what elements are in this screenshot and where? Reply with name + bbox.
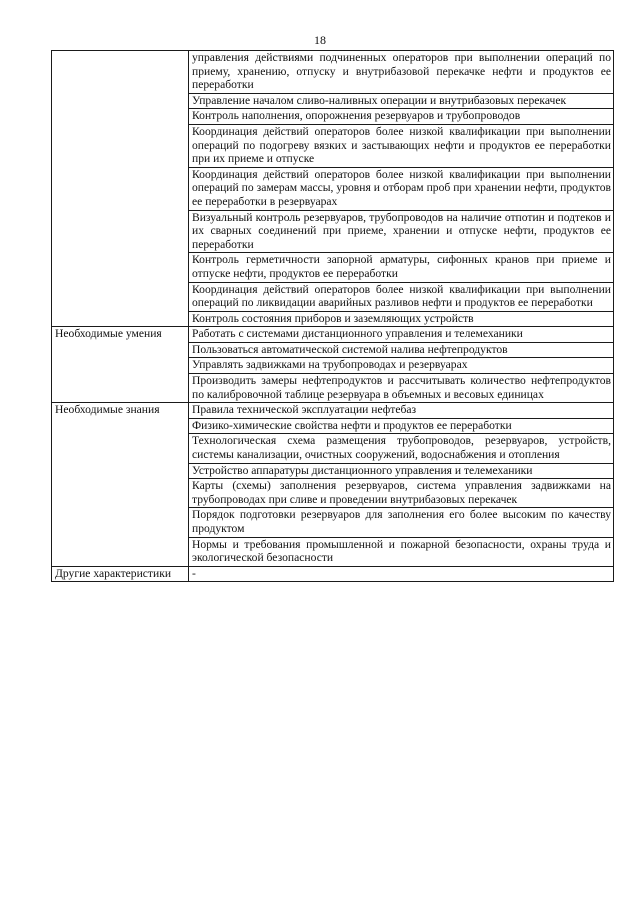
characteristics-table <box>51 50 614 582</box>
list-item: Координация действий операторов более низкой квалификации при выполнении операций по ликвидации аварийных разливов нефти и продуктов ее переработки <box>189 282 614 311</box>
other-value: - <box>189 566 614 582</box>
list-item: Устройство аппаратуры дистанционного управления и телемеханики <box>189 463 614 479</box>
list-item: Правила технической эксплуатации нефтебаз <box>189 403 614 419</box>
list-item: Контроль герметичности запорной арматуры, сифонных кранов при приеме и отпуске нефти, продуктов ее переработки <box>189 253 614 282</box>
list-item: Контроль наполнения, опорожнения резервуаров и трубопроводов <box>189 109 614 125</box>
list-item: Визуальный контроль резервуаров, трубопроводов на наличие отпотин и подтеков и их сварных соединений при приеме, хранении и отпуске нефти, продуктов ее переработки <box>189 210 614 253</box>
list-item: Нормы и требования промышленной и пожарной безопасности, охраны труда и экологической безопасности <box>189 537 614 566</box>
table-row <box>52 403 614 419</box>
list-item: Координация действий операторов более низкой квалификации при выполнении операций по подогреву вязких и застывающих нефти и продуктов ее переработки при их приеме и отпуске <box>189 124 614 167</box>
list-item: Работать с системами дистанционного управления и телемеханики <box>189 327 614 343</box>
list-item: Физико-химические свойства нефти и продуктов ее переработки <box>189 418 614 434</box>
list-item: Контроль состояния приборов и заземляющих устройств <box>189 311 614 327</box>
list-item: Управлять задвижками на трубопроводах и резервуарах <box>189 358 614 374</box>
list-item: Управление началом сливо-наливных операции и внутрибазовых перекачек <box>189 93 614 109</box>
table-row <box>52 51 614 94</box>
page-number: 18 <box>314 33 326 47</box>
table-row <box>52 566 614 582</box>
list-item: Технологическая схема размещения трубопроводов, резервуаров, устройств, системы канализации, очистных сооружений, водоснабжения и отопления <box>189 434 614 463</box>
list-item: Производить замеры нефтепродуктов и рассчитывать количество нефтепродуктов по калибровочной таблице резервуара в объемных и весовых единицах <box>189 374 614 403</box>
list-item: Пользоваться автоматической системой налива нефтепродуктов <box>189 342 614 358</box>
list-item: Карты (схемы) заполнения резервуаров, система управления задвижками на трубопроводах при сливе и проведении внутрибазовых перекачек <box>189 479 614 508</box>
table-row <box>52 327 614 343</box>
skills-label: Необходимые умения <box>52 327 189 403</box>
other-label: Другие характеристики <box>52 566 189 582</box>
knowledge-label: Необходимые знания <box>52 403 189 567</box>
list-item: Порядок подготовки резервуаров для заполнения его более высоким по качеству продуктом <box>189 508 614 537</box>
list-item: управления действиями подчиненных операторов при выполнении операций по приему, хранению, отпуску и внутрибазовой перекачке нефти и продуктов ее переработки <box>189 51 614 94</box>
continuation-label-cell <box>52 51 189 327</box>
list-item: Координация действий операторов более низкой квалификации при выполнении операций по замерам массы, уровня и отборам проб при хранении нефти, продуктов ее переработки в резервуарах <box>189 167 614 210</box>
